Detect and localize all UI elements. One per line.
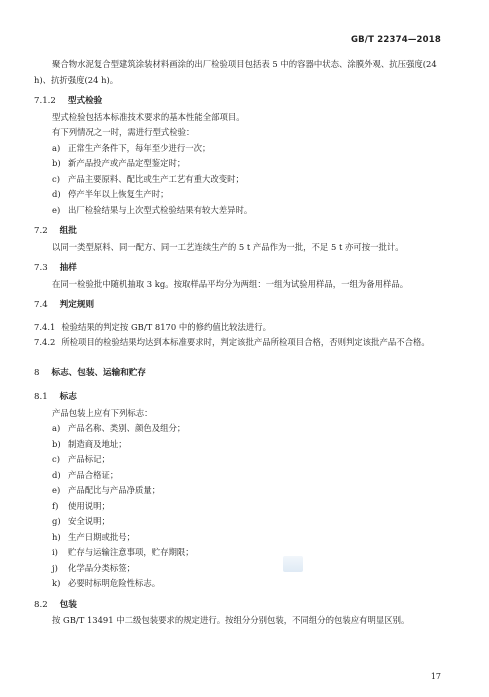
list-text: 产品配比与产品净质量； [68,485,161,495]
list-marker: c) [52,454,60,464]
list-item [34,172,454,188]
list-text: 产品主要原料、配比或生产工艺有重大改变时； [68,173,244,184]
watermark-mark [283,556,303,572]
list-marker: i) [52,547,58,557]
list-text: 化学品分类标签； [68,562,135,573]
list-marker: c) [52,173,60,184]
list-item [34,468,454,484]
list-item [34,452,454,468]
section-title: 判定规则 [59,300,95,310]
list-marker: b) [52,438,61,449]
section-8-2-heading [34,598,454,614]
section-title: 包装 [59,599,77,610]
list-text: 正常生产条件下，每年至少进行一次； [68,142,211,153]
list-marker: e) [52,485,61,495]
section-title: 标志 [59,392,77,402]
list-text: 停产半年以上恢复生产时； [68,189,169,199]
list-marking-items [34,421,454,592]
list-item [34,530,454,546]
section-number: 7.1.2 [34,96,56,106]
section-number: 7.3 [34,263,48,273]
paragraph-type-inspection: 型式检验包括本标准技术要求的基本性能全部项目。 [52,111,245,122]
section-number: 7.4 [34,300,48,310]
list-marker: e) [52,204,61,215]
list-type-inspection-conditions [34,141,454,219]
list-item [34,483,454,499]
section-number: 7.2 [34,226,48,236]
section-title: 型式检验 [67,96,103,106]
paragraph-factory-inspection: 聚合物水泥复合型建筑涂装材料画涂的出厂检验项目包括表 5 中的容器中状态、涂膜外观、抗压强度(24 h)、抗折强度(24 h)。 [34,59,437,85]
list-text: 产品合格证； [68,469,119,480]
list-item [34,156,454,172]
list-marker: a) [52,423,61,433]
paragraph-batching: 以同一类型原料、同一配方、同一工艺连续生产的 5 t 产品作为一批，不足 5 t 亦可按一批计。 [52,241,404,252]
list-text: 出厂检验结果与上次型式检验结果有较大差异时。 [68,204,253,215]
page-number: 17 [430,672,441,681]
list-text: 贮存与运输注意事项，贮存期限； [68,547,194,557]
section-7-3-heading [34,261,454,277]
section-7-1-2-heading [34,94,454,110]
paragraph-packaging: 按 GB/T 13491 中二级包装要求的规定进行。按组分分别包装，不同组分的包装应有明显区别。 [52,615,410,625]
section-title: 组批 [59,226,77,236]
section-title: 抽样 [59,263,77,273]
list-text: 必要时标明危险性标志。 [68,578,161,588]
list-item [34,576,454,592]
list-marker: d) [52,189,61,199]
list-item [34,545,454,561]
list-text: 产品标记； [68,454,110,464]
clause-number: 7.4.1 [34,321,56,332]
section-7-2-heading [34,224,454,240]
list-item [34,514,454,530]
list-item [34,437,454,453]
list-marker: g) [52,516,61,526]
list-item [34,499,454,515]
list-text: 生产日期或批号； [68,531,135,542]
paragraph-sampling: 在同一检验批中随机抽取 3 kg。按取样品平均分为两组：一组为试验用样品，一组为备用样品。 [52,278,409,289]
chapter-8-heading [34,366,454,382]
section-number: 8.2 [34,599,48,610]
list-text: 产品名称、类别、颜色及组分； [68,423,186,433]
list-marker: d) [52,469,61,480]
clause-text: 检验结果的判定按 GB/T 8170 中的修约值比较法进行。 [61,321,271,332]
paragraph-type-inspection-lead: 有下列情况之一时，需进行型式检验： [52,127,195,137]
list-marker: f) [52,500,59,511]
list-text: 安全说明； [68,516,110,526]
list-item [34,187,454,203]
section-7-4-heading [34,298,454,314]
list-item [34,203,454,219]
list-marker: h) [52,531,61,542]
list-marker: a) [52,142,61,153]
list-item [34,561,454,577]
section-number: 8.1 [34,392,48,402]
clause-7-4-1 [34,320,454,336]
clause-7-4-2 [34,335,454,351]
section-number: 8 [34,367,40,378]
list-item [34,421,454,437]
section-8-1-heading [34,390,454,406]
list-marker: j) [52,562,58,573]
list-text: 制造商及地址； [68,438,127,449]
clause-number: 7.4.2 [34,337,56,347]
standard-number-header: GB/T 22374—2018 [350,35,441,45]
list-text: 新产品投产或产品定型鉴定时； [68,158,186,168]
paragraph-marking-lead: 产品包装上应有下列标志： [52,407,153,418]
clause-text: 所检项目的检验结果均达到本标准要求时，判定该批产品所检项目合格，否则判定该批产品不合格。 [61,337,430,347]
list-marker: k) [52,578,61,588]
section-title: 标志、包装、运输和贮存 [51,367,147,378]
list-marker: b) [52,158,61,168]
document-body [34,57,454,629]
list-item [34,141,454,157]
list-text: 使用说明； [68,500,110,511]
